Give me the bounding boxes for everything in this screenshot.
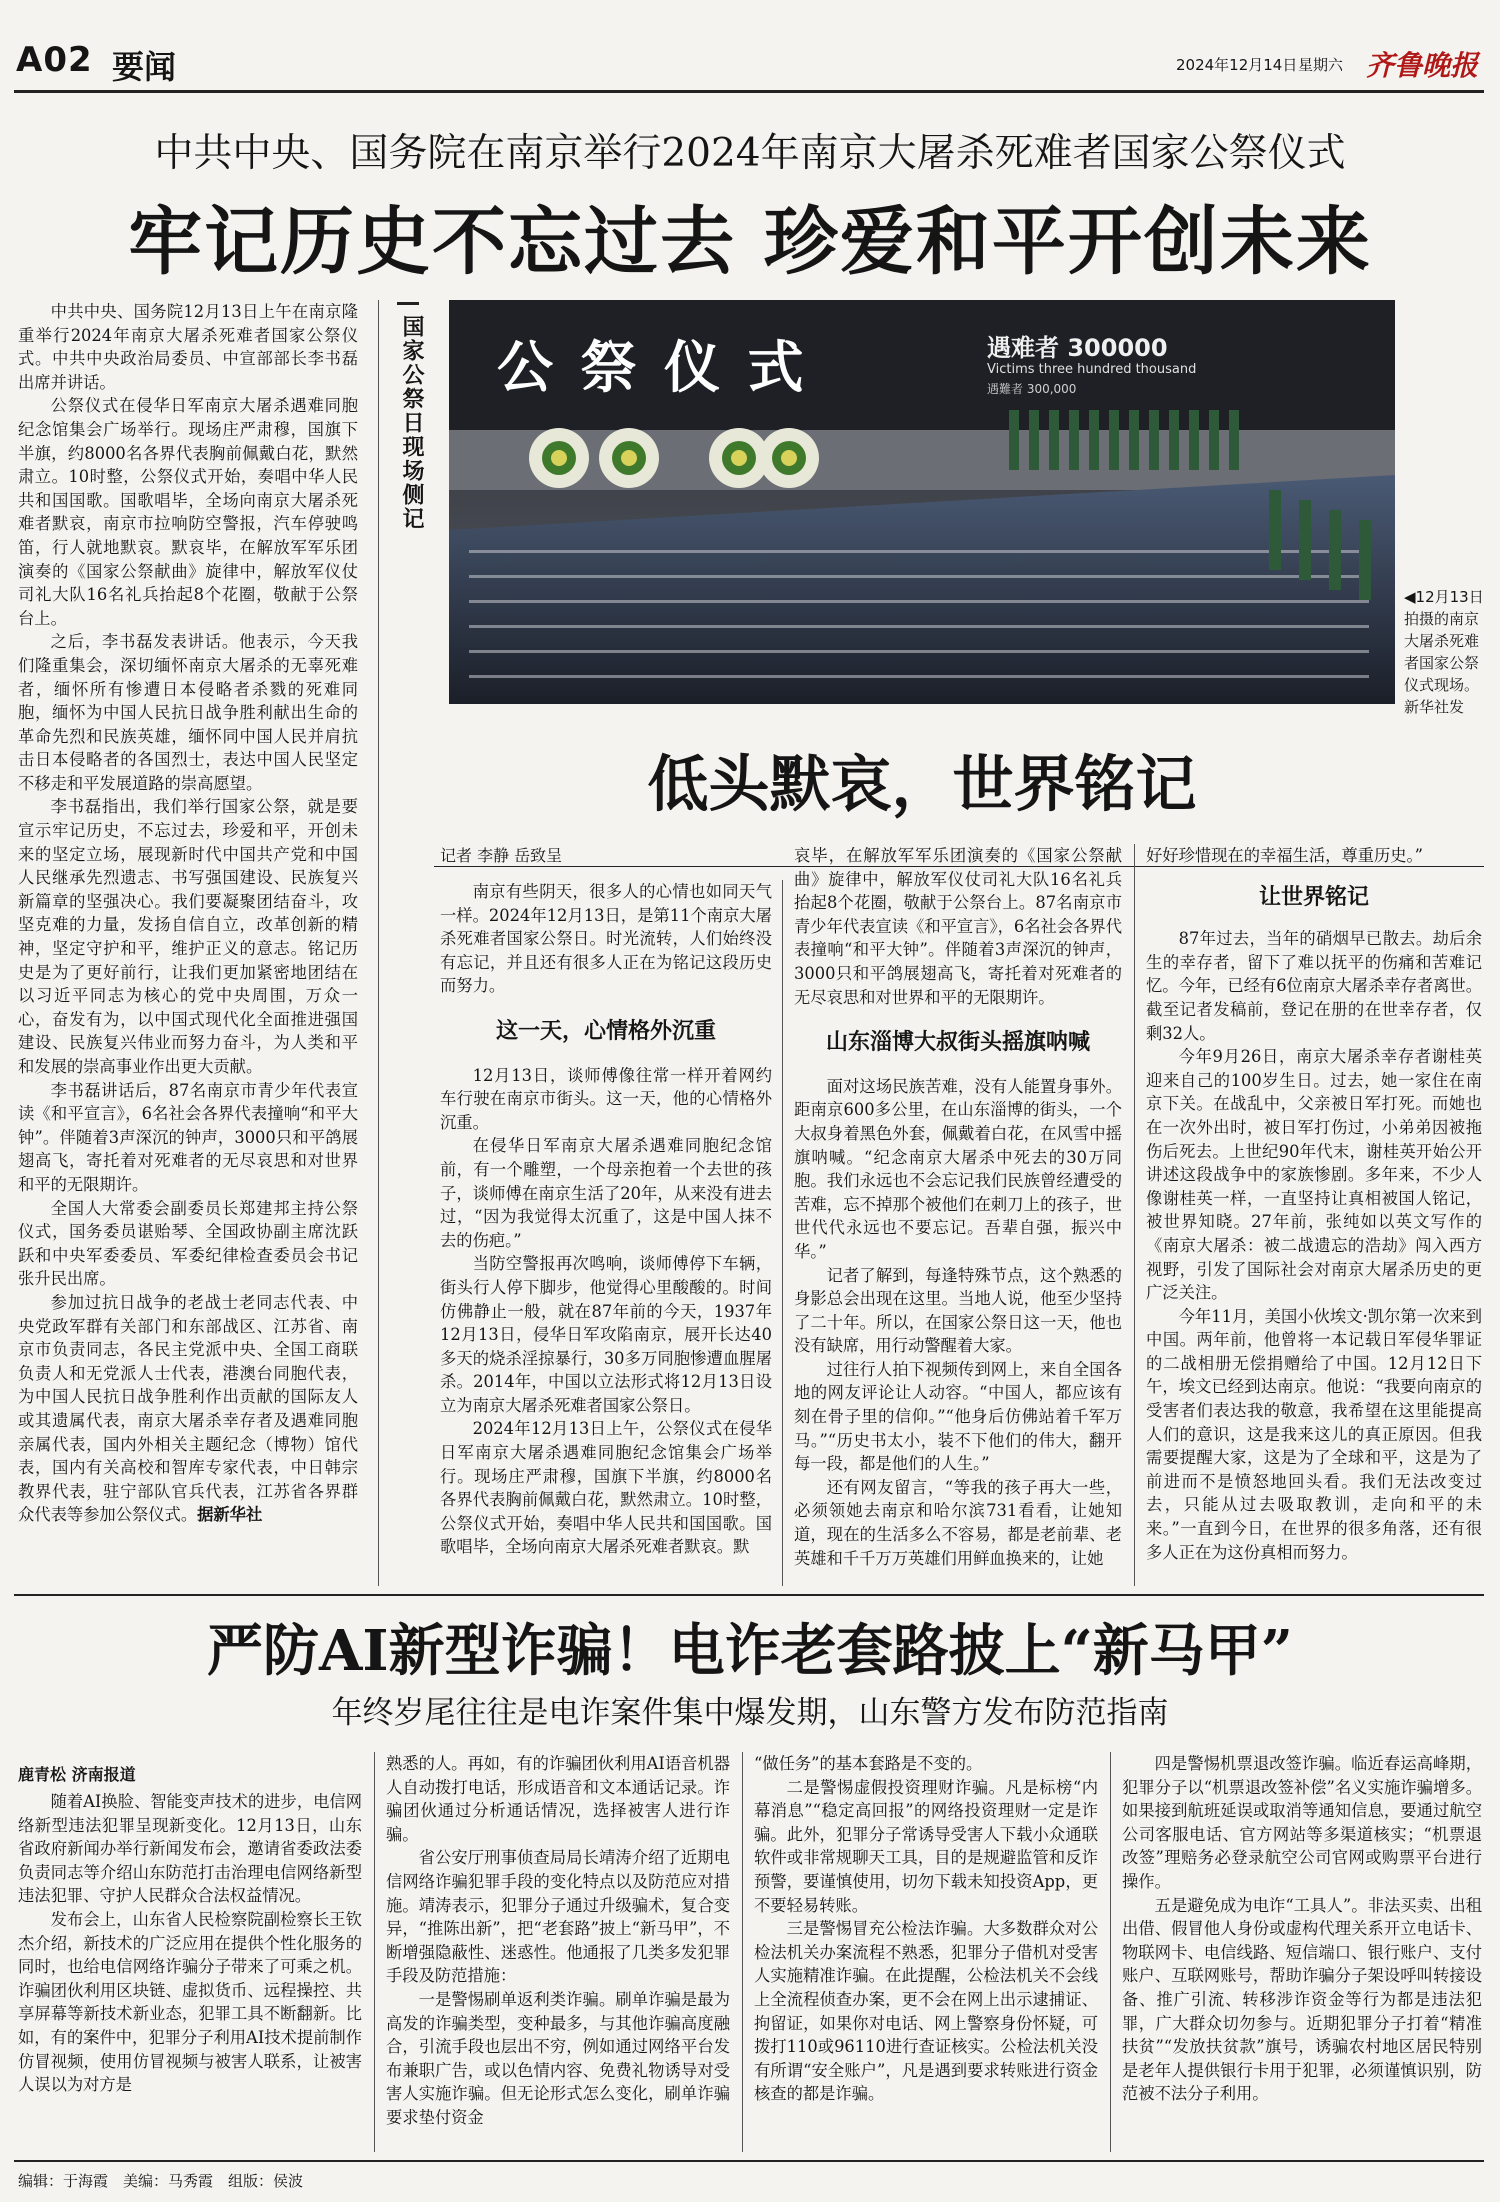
fraud-column-4 (1122, 1752, 1482, 2152)
column-divider (1110, 1752, 1111, 2152)
section-name: 要闻 (112, 48, 177, 86)
fraud-paragraph: 发布会上，山东省人民检察院副检察长王钦杰介绍，新技术的广泛应用在提供个性化服务的同时，也给电信网络诈骗分子带来了可乘之机。诈骗团伙利用区块链、虚拟货币、远程操控、共享屏幕等新技术新业态，犯罪工具不断翻新。比如，有的案件中，犯罪分子利用AI技术提前制作仿冒视频，使用仿冒视频与被害人联系，让被害人误以为对方是 (18, 1909, 362, 2095)
story-divider (14, 1594, 1484, 1596)
feature-paragraph: 当防空警报再次鸣响，谈师傅停下车辆，街头行人停下脚步，他觉得心里酸酸的。时间仿佛静止一般，就在87年前的今天，1937年12月13日，侵华日军攻陷南京，展开长达40多天的烧杀淫掠暴行，30多万同胞惨遭血腥屠杀。2014年，中国以立法形式将12月13日设立为南京大屠杀死难者国家公祭日。 (440, 1254, 772, 1415)
fraud-paragraph: 二是警惕虚假投资理财诈骗。凡是标榜“内幕消息”“稳定高回报”的网络投资理财一定是诈骗。此外，犯罪分子常诱导受害人下载小众通联软件或非常规聊天工具，目的是规避监管和反诈预警，要谨慎使用，切勿下载未知投资App，更不要轻易转账。 (754, 1777, 1098, 1915)
feature-byline: 记者 李静 岳致呈 (440, 846, 563, 865)
feature-paragraph: 记者了解到，每逢特殊节点，这个熟悉的身影总会出现在这里。当地人说，他至少坚持了二十年。所以，在国家公祭日这一天，他也没有缺席，用行动警醒着大家。 (794, 1265, 1122, 1356)
lead-paragraph: 中共中央、国务院12月13日上午在南京隆重举行2024年南京大屠杀死难者国家公祭仪式。中共中央政治局委员、中宣部部长李书磊出席并讲话。 (18, 302, 358, 392)
lead-paragraph: 参加过抗日战争的老战士老同志代表、中央党政军群有关部门和东部战区、江苏省、南京市负责同志，各民主党派中央、全国工商联负责人和无党派人士代表，港澳台同胞代表，为中国人民抗日战争胜利作出贡献的国际友人或其遗属代表，南京大屠杀幸存者及遇难同胞亲属代表，国内外相关主题纪念（博物）馆代表，国内有关高校和智库专家代表，中日韩宗教界代表，驻宁部队官兵代表，江苏省各界群众代表等参加公祭仪式。据新华社 (18, 1292, 358, 1525)
feature-paragraph: 哀毕，在解放军军乐团演奏的《国家公祭献曲》旋律中，解放军仪仗司礼大队16名礼兵抬起8个花圈，敬献于公祭台上。87名南京市青少年代表宣读《和平宣言》，6名社会各界代表撞响“和平大钟”。伴随着3声深沉的钟声，3000只和平鸽展翅高飞，寄托着对死难者的无尽哀思和对世界和平的无限期许。 (794, 846, 1122, 1007)
fraud-headline: 严防AI新型诈骗！电诈老套路披上“新马甲” (206, 1618, 1294, 1684)
issue-date: 2024年12月14日 (1176, 56, 1298, 74)
footer-credits: 编辑：于海霞 美编：马秀霞 组版：侯波 (18, 2172, 304, 2190)
column-divider (742, 1752, 743, 2152)
feature-intro: 南京有些阴天，很多人的心情也如同天气一样。2024年12月13日，是第11个南京大屠杀死难者国家公祭日。时光流转，人们始终没有忘记，并且还有很多人正在为铭记这段历史而努力。 (440, 882, 772, 996)
issue-weekday: 星期六 (1298, 56, 1344, 74)
feature-subhead-2: 山东淄博大叔街头摇旗呐喊 (825, 1029, 1090, 1056)
feature-paragraph: 过往行人拍下视频传到网上，来自全国各地的网友评论让人动容。“中国人，都应该有刻在骨子里的信仰。”“他身后仿佛站着千军万马。”“历史书太小，装不下他们的伟大，翻开每一段，都是他们的人生。” (794, 1359, 1122, 1474)
feature-paragraph: 今年11月，美国小伙埃文·凯尔第一次来到中国。两年前，他曾将一本记载日军侵华罪证的二战相册无偿捐赠给了中国。12月12日下午，埃文已经到达南京。他说：“我要向南京的受害者们表达我的敬意，我希望在这里能提高人们的意识，这是我来这儿的真正原因。但我需要提醒大家，这是为了全球和平，这是为了前进而不是愤怒地回头看。我们无法改变过去，只能从过去吸取教训，走向和平的未来。”一直到今日，在世界的很多角落，还有很多人正在为这份真相而努力。 (1146, 1306, 1482, 1562)
column-divider (1134, 844, 1135, 1586)
header-rule (14, 90, 1484, 93)
newspaper-logo: 齐鲁晚报 (1366, 49, 1479, 82)
fraud-column-1 (18, 1790, 362, 2152)
lead-source: 据新华社 (197, 1505, 263, 1525)
lead-paragraph: 全国人大常委会副委员长郑建邦主持公祭仪式，国务委员谌贻琴、全国政协副主席沈跃跃和中央军委委员、军委纪律检查委员会书记张升民出席。 (18, 1198, 358, 1289)
feature-paragraph: 还有网友留言，“等我的孩子再大一些，必须领她去南京和哈尔滨731看看，让她知道，现在的生活多么不容易，都是老前辈、老英雄和千千万万英雄们用鲜血换来的，让她 (794, 1477, 1122, 1568)
lead-paragraph: 李书磊指出，我们举行国家公祭，就是要宣示牢记历史，不忘过去，珍爱和平，开创未来的坚定立场，展现新时代中国共产党和中国人民继承先烈遗志、书写强国建设、民族复兴新篇章的坚强决心。我们要凝聚团结奋斗，攻坚克难的力量，发扬自信自立，改革创新的精神，坚定守护和平，维护正义的意志。铭记历史是为了更好前行，让我们更加紧密地团结在以习近平同志为核心的党中央周围，万众一心，奋发有为，以中国式现代化全面推进强国建设、民族复兴伟业而努力奋斗，为人类和平和发展的崇高事业作出更大贡献。 (18, 797, 358, 1076)
lead-paragraph: 李书磊讲话后，87名南京市青少年代表宣读《和平宣言》，6名社会各界代表撞响“和平大钟”。伴随着3声深沉的钟声，3000只和平鸽展翅高飞，寄托着对死难者的无尽哀思和对世界和平的无限期许。 (18, 1080, 358, 1194)
feature-subhead-3: 让世界铭记 (1258, 883, 1369, 910)
fraud-paragraph: 一是警惕刷单返利类诈骗。刷单诈骗是最为高发的诈骗类型，变种最多，与其他诈骗高度融合，引流手段也层出不穷，例如通过网络平台发布兼职广告，或以色情内容、免费礼物诱导对受害人实施诈骗。但无论形式怎么变化，刷单诈骗要求垫付资金 (386, 1989, 730, 2127)
wall-inscription-small: 遇難者 300,000 (987, 382, 1077, 396)
fraud-paragraph: 熟悉的人。再如，有的诈骗团伙利用AI语音机器人自动拨打电话，形成语音和文本通话记录。诈骗团伙通过分析通话情况，选择被害人进行诈骗。 (386, 1754, 730, 1844)
wall-inscription-en: Victims three hundred thousand (987, 362, 1197, 377)
fraud-paragraph: 省公安厅刑事侦查局局长靖涛介绍了近期电信网络诈骗犯罪手段的变化特点以及防范应对措施。靖涛表示，犯罪分子通过升级骗术，复合变异，“推陈出新”，把“老套路”披上“新马甲”，不断增强隐蔽性、迷惑性。他通报了几类多发犯罪手段及防范措施： (386, 1848, 730, 1986)
feature-paragraph: 面对这场民族苦难，没有人能置身事外。距南京600多公里，在山东淄博的街头，一个大叔身着黑色外套，佩戴着白花，在风雪中摇旗呐喊。“纪念南京大屠杀中死去的30万同胞。我们永远也不会忘记我们民族曾经遭受的苦难，忘不掉那个被他们在刺刀上的孩子，世世代代永远也不要忘记。吾辈自强，振兴中华。” (794, 1076, 1122, 1261)
feature-headline: 低头默哀，世界铭记 (647, 749, 1197, 820)
column-divider (378, 300, 379, 1586)
fraud-paragraph: 五是避免成为电诈“工具人”。非法买卖、出租出借、假冒他人身份或虚构代理关系开立电话卡、物联网卡、电信线路、短信端口、银行账户、支付账户、互联网账号，帮助诈骗分子架设呼叫转接设备、推广引流、转移涉诈资金等行为都是违法犯罪，广大群众切勿参与。近期犯罪分子打着“精准扶贫”“发放扶贫款”旗号，诱骗农村地区居民特别是老年人提供银行卡用于犯罪，必须谨慎识别，防范被不法分子利用。 (1122, 1895, 1482, 2104)
photo-caption: ◀12月13日拍摄的南京大屠杀死难者国家公祭仪式现场。新华社发 (1404, 588, 1484, 716)
lead-headline: 牢记历史不忘过去 珍爱和平开创未来 (128, 199, 1372, 285)
side-label: 国家公祭日现场侧记 (399, 315, 425, 531)
fraud-paragraph: 四是警惕机票退改签诈骗。临近春运高峰期，犯罪分子以“机票退改签补偿”名义实施诈骗增多。如果接到航班延误或取消等通知信息，要通过航空公司客服电话、官方网站等多渠道核实；“机票退改签”理赔务必登录航空公司官网或购票平台进行操作。 (1122, 1754, 1482, 1891)
feature-paragraph: 2024年12月13日上午，公祭仪式在侵华日军南京大屠杀遇难同胞纪念馆集会广场举行。现场庄严肃穆，国旗下半旗，约8000名各界代表胸前佩戴白花，默然肃立。10时整，公祭仪式开始，奏唱中华人民共和国国歌。国歌唱毕，全场向南京大屠杀死难者默哀。默 (440, 1419, 772, 1557)
fraud-paragraph: 随着AI换脸、智能变声技术的进步，电信网络新型违法犯罪呈现新变化。12月13日，山东省政府新闻办举行新闻发布会，邀请省委政法委负责同志等介绍山东防范打击治理电信网络新型违法犯罪、守护人民群众合法权益情况。 (18, 1792, 362, 1906)
lead-paragraph: 公祭仪式在侵华日军南京大屠杀遇难同胞纪念馆集会广场举行。现场庄严肃穆，国旗下半旗，约8000名各界代表胸前佩戴白花，默然肃立。10时整，公祭仪式开始，奏唱中华人民共和国国歌。国歌唱毕，全场向南京大屠杀死难者默哀，南京市拉响防空警报，汽车停驶鸣笛，行人就地默哀。默哀毕，在解放军军乐团演奏的《国家公祭献曲》旋律中，解放军仪仗司礼大队16名礼兵抬起8个花圈，敬献于公祭台上。 (18, 396, 358, 628)
column-divider (374, 1752, 375, 2152)
feature-paragraph: 好好珍惜现在的幸福生活，尊重历史。” (1146, 846, 1423, 865)
side-label-box (397, 302, 425, 565)
fraud-byline: 鹿青松 济南报道 (18, 1765, 136, 1784)
lead-kicker: 中共中央、国务院在南京举行2024年南京大屠杀死难者国家公祭仪式 (154, 131, 1346, 176)
fraud-column-3 (754, 1752, 1098, 2152)
feature-column-1 (440, 880, 772, 1586)
column-divider (782, 880, 783, 1586)
feature-paragraph: 今年9月26日，南京大屠杀幸存者谢桂英迎来自己的100岁生日。过去，她一家住在南京下关。在战乱中，父亲被日军打死。而她也在一次外出时，被日军打伤过，小弟弟因被拖伤后死去。上世纪90年代末，谢桂英开始公开讲述这段战争中的家族惨剧。多年来，不少人像谢桂英一样，一直坚持让真相被国人铭记，被世界知晓。27年前，张纯如以英文写作的《南京大屠杀：被二战遗忘的浩劫》闯入西方视野，引发了国际社会对南京大屠杀历史的更广泛关注。 (1146, 1047, 1482, 1303)
photo-banner: 公 祭 仪 式 (497, 335, 808, 401)
fraud-subhead: 年终岁尾往往是电诈案件集中爆发期，山东警方发布防范指南 (331, 1695, 1169, 1731)
footer-rule (14, 2160, 1484, 2162)
fraud-column-2 (386, 1752, 730, 2152)
feature-column-3 (1146, 844, 1482, 1586)
ceremony-photo (449, 300, 1395, 704)
feature-paragraph: 在侵华日军南京大屠杀遇难同胞纪念馆前，有一个雕塑，一个母亲抱着一个去世的孩子，谈师傅在南京生活了20年，从来没有进去过，“因为我觉得太沉重了，这是中国人抹不去的伤疤。” (440, 1136, 772, 1250)
lead-paragraph: 之后，李书磊发表讲话。他表示，今天我们隆重集会，深切缅怀南京大屠杀的无辜死难者，缅怀所有惨遭日本侵略者杀戮的死难同胞，缅怀为中国人民抗日战争胜利献出生命的革命先烈和民族英雄，缅怀同中国人民并肩抗击日本侵略者的各国烈士，表达中国人民坚定不移走和平发展道路的崇高愿望。 (18, 632, 358, 793)
feature-paragraph: 12月13日，谈师傅像往常一样开着网约车行驶在南京市街头。这一天，他的心情格外沉重。 (440, 1065, 772, 1132)
fraud-paragraph: “做任务”的基本套路是不变的。 (754, 1754, 983, 1773)
lead-article (18, 300, 358, 1586)
fraud-paragraph: 三是警惕冒充公检法诈骗。大多数群众对公检法机关办案流程不熟悉，犯罪分子借机对受害人实施精准诈骗。在此提醒，公检法机关不会线上全流程侦查办案，更不会在网上出示逮捕证、拘留证，如果你对电话、网上警察身份怀疑，可拨打110或96110进行查证核实。公检法机关没有所谓“安全账户”，凡是遇到要求转账进行资金核查的都是诈骗。 (754, 1919, 1098, 2104)
feature-column-2 (794, 844, 1122, 1586)
page-number: A02 (16, 40, 93, 80)
wall-inscription: 遇难者 300000 (987, 334, 1168, 362)
feature-subhead-1: 这一天，心情格外沉重 (495, 1017, 716, 1044)
feature-paragraph: 87年过去，当年的硝烟早已散去。劫后余生的幸存者，留下了难以抚平的伤痛和苦难记忆。今年，已经有6位南京大屠杀幸存者离世。截至记者发稿前，登记在册的在世幸存者，仅剩32人。 (1146, 929, 1482, 1043)
